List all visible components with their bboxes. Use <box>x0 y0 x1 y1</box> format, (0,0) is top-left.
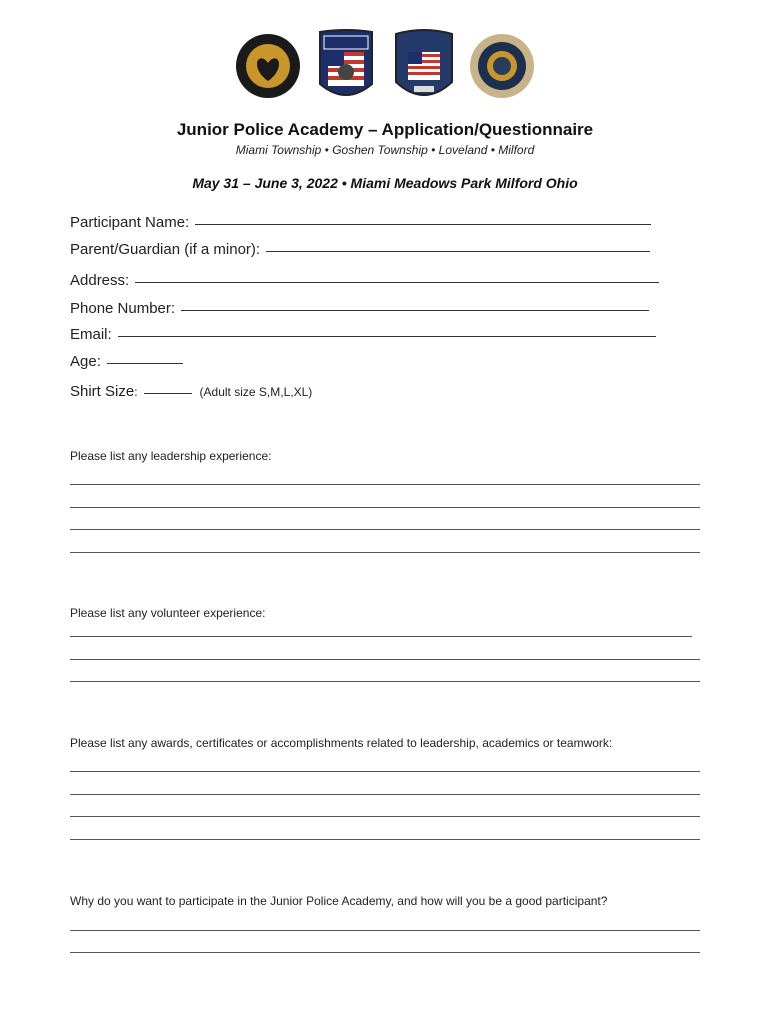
leadership-answer-line-2[interactable] <box>70 507 700 508</box>
awards-answer-line-1[interactable] <box>70 771 700 772</box>
phone-number-input-line[interactable] <box>181 309 649 311</box>
email-field <box>70 326 656 343</box>
leadership-question: Please list any leadership experience: <box>70 449 272 463</box>
awards-answer-line-2[interactable] <box>70 794 700 795</box>
document-subtitle: Miami Township • Goshen Township • Loveland • Milford <box>235 143 535 157</box>
shirt-size-label: Shirt Size <box>70 383 135 400</box>
loveland-police-seal <box>235 28 301 104</box>
shirt-size-colon: : <box>134 385 138 399</box>
document-title: Junior Police Academy – Application/Questionnaire <box>176 120 594 139</box>
goshen-township-police-patch <box>313 28 379 104</box>
phone-number-label: Phone Number: <box>70 300 176 317</box>
address-input-line[interactable] <box>135 281 659 283</box>
leadership-answer-line-1[interactable] <box>70 484 700 485</box>
email-label: Email: <box>70 326 112 343</box>
why-answer-line-2[interactable] <box>70 952 700 953</box>
event-dates-location: May 31 – June 3, 2022 • Miami Meadows Park Milford Ohio <box>192 175 578 191</box>
age-label: Age: <box>70 353 101 370</box>
address-field <box>70 272 659 289</box>
volunteer-answer-line-3[interactable] <box>70 681 700 682</box>
participant-name-label: Participant Name: <box>70 214 190 231</box>
shirt-size-hint: (Adult size S,M,L,XL) <box>199 385 313 399</box>
why-participate-question: Why do you want to participate in the Junior Police Academy, and how will you be a good participant? <box>70 894 608 908</box>
email-input-line[interactable] <box>118 335 656 337</box>
parent-guardian-label: Parent/Guardian (if a minor): <box>70 241 261 258</box>
awards-question: Please list any awards, certificates or accomplishments related to leadership, academics or teamwork: <box>70 736 613 750</box>
shirt-size-input-line[interactable] <box>144 392 192 394</box>
volunteer-answer-line-2[interactable] <box>70 659 700 660</box>
why-answer-line-1[interactable] <box>70 930 700 931</box>
parent-guardian-input-line[interactable] <box>266 250 650 252</box>
awards-answer-line-4[interactable] <box>70 839 700 840</box>
address-label: Address: <box>70 272 130 289</box>
participant-name-field <box>70 214 651 231</box>
miami-township-police-patch <box>391 28 457 104</box>
phone-number-field <box>70 300 649 317</box>
awards-answer-line-3[interactable] <box>70 816 700 817</box>
parent-guardian-field <box>70 241 650 258</box>
leadership-answer-line-3[interactable] <box>70 529 700 530</box>
age-input-line[interactable] <box>107 362 183 364</box>
shirt-size-field <box>70 383 312 400</box>
volunteer-question: Please list any volunteer experience: <box>70 606 266 620</box>
milford-police-seal <box>469 28 535 104</box>
age-field <box>70 353 183 370</box>
logo-row <box>0 28 770 104</box>
volunteer-answer-line-1[interactable] <box>70 636 692 637</box>
leadership-answer-line-4[interactable] <box>70 552 700 553</box>
participant-name-input-line[interactable] <box>195 223 651 225</box>
